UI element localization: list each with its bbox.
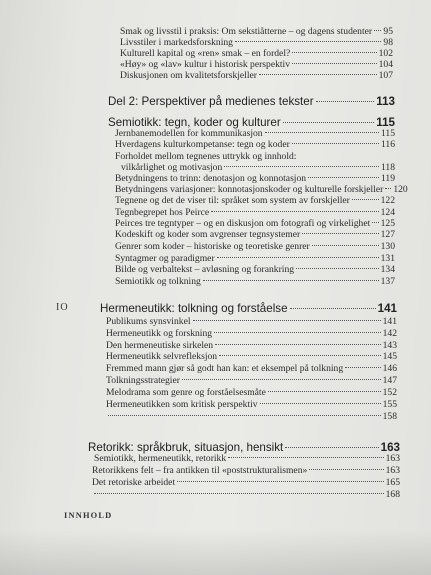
toc-entry-page: 155 (382, 399, 397, 410)
toc-entry-title: Diskusjonen om kvalitetsforskjeller (120, 70, 257, 81)
toc-entry-page: 134 (380, 264, 395, 275)
part-page: 113 (376, 95, 395, 108)
toc-entry-title: Hermeneutikk selvrefleksjon (106, 351, 218, 362)
toc-entry-title: Den hermeneutiske sirkelen (106, 340, 214, 351)
toc-entry (106, 328, 397, 339)
toc-entry (106, 363, 397, 374)
part-title: Del 2: Perspektiver på medienes tekster (108, 95, 314, 108)
toc-entry-title: Kulturell kapital og «ren» smak – en fordel? (120, 48, 291, 59)
toc-entry (92, 489, 400, 500)
toc-entry (115, 229, 395, 240)
chapter-page: 141 (377, 302, 397, 315)
toc-part-heading (108, 95, 395, 108)
toc-entry (115, 207, 395, 218)
toc-entry-page: 131 (380, 253, 395, 264)
toc-entry-title: Genrer som koder – historiske og teoretiske genrer (115, 241, 310, 252)
toc-entry-page: 145 (382, 351, 397, 362)
toc-entry-title: Smak og livsstil i praksis: Om sekstiåtterne – og dagens studenter (120, 26, 373, 37)
toc-entry (115, 276, 395, 287)
toc-entry-page: 115 (380, 128, 395, 139)
toc-entry-page: 125 (380, 218, 395, 229)
toc-entry-page: 122 (380, 195, 395, 206)
toc-entry-title: Det retoriske arbeidet (92, 477, 176, 488)
toc-entry-page: 143 (382, 340, 397, 351)
toc-entry-title: Jernbanemodellen for kommunikasjon (115, 128, 263, 139)
toc-entry (92, 477, 400, 488)
toc-entry-page: 95 (383, 26, 393, 37)
toc-entry-page: 146 (382, 363, 397, 374)
toc-entry-page: 163 (385, 465, 400, 476)
toc-entry-title: Livsstiler i markedsforskning (120, 37, 233, 48)
toc-entry-page: 163 (385, 453, 400, 464)
toc-entry (115, 218, 395, 229)
toc-entry-title: Hverdagens kulturkompetanse: tegn og koder (115, 139, 290, 150)
toc-entry-page: 102 (378, 48, 393, 59)
toc-entry (120, 48, 393, 59)
chapter-title: Hermeneutikk: tolkning og forståelse (100, 302, 288, 315)
toc-entry-page: 107 (378, 70, 393, 81)
toc-entry-page: 158 (382, 411, 397, 422)
toc-entry-page: 168 (385, 489, 400, 500)
toc-entry-page: 141 (382, 316, 397, 327)
toc-entry (115, 241, 395, 252)
toc-entry-title: Peirces tre tegntyper – og en diskusjon om fotografi og virkelighet (115, 218, 371, 229)
chapter-number: IO (56, 302, 69, 313)
toc-entry-title: Bilde og verbaltekst – avløsning og forankring (115, 264, 295, 275)
toc-entry (115, 253, 395, 264)
toc-entry-page: 120 (393, 184, 408, 195)
toc-entry-title: Kodeskift og koder som avgrenser tegnsystemer (115, 229, 301, 240)
toc-entry (106, 387, 397, 398)
toc-entry-title: Syntagmer og paradigmer (115, 253, 215, 264)
chapter-page: 163 (380, 441, 400, 454)
toc-entry-page: 104 (378, 59, 393, 70)
toc-entry-page: 147 (382, 375, 397, 386)
toc-entry-title: Tegnbegrepet hos Peirce (115, 207, 210, 218)
toc-entry (115, 195, 395, 206)
toc-entry (115, 264, 395, 275)
page-footer: INNHOLD (64, 511, 113, 520)
chapter-title: Semiotikk: tegn, koder og kulturer (108, 116, 281, 129)
toc-entry (106, 411, 397, 422)
toc-entry-page: 98 (383, 37, 393, 48)
toc-entry-page: 116 (380, 139, 395, 150)
toc-entry (121, 162, 395, 173)
toc-entry (94, 453, 400, 464)
toc-entry-page: 142 (382, 328, 397, 339)
toc-entry-title: Tegnene og det de viser til: språket som system av forskjeller (115, 195, 350, 206)
toc-entry-page: 165 (385, 477, 400, 488)
toc-entry (115, 139, 395, 150)
toc-entry-title: Hermeneutikk og forskning (106, 328, 213, 339)
page-shadow (0, 529, 431, 575)
toc-entry-title: Semiotikk og tolkning (115, 276, 201, 287)
toc-entry (115, 184, 408, 195)
toc-entry (120, 26, 393, 37)
toc-entry-title: Publikums synsvinkel (106, 316, 191, 327)
toc-entry-page: 152 (382, 387, 397, 398)
toc-entry (115, 173, 395, 184)
toc-entry (92, 465, 400, 476)
toc-entry (106, 375, 397, 386)
toc-entry-page: 118 (380, 162, 395, 173)
toc-entry-title: «Høy» og «lav» kultur i historisk perspektiv (120, 59, 291, 70)
toc-entry (106, 399, 397, 410)
toc-entry-title: Retorikkens felt – fra antikken til «poststrukturalismen» (92, 465, 308, 476)
toc-chapter-heading (100, 302, 397, 315)
toc-entry-page: 124 (380, 207, 395, 218)
toc-entry (120, 37, 393, 48)
toc-entry-page: 119 (380, 173, 395, 184)
toc-entry-page: 127 (380, 229, 395, 240)
toc-entry (106, 351, 397, 362)
toc-entry-title: Hermeneutikken som kritisk perspektiv (106, 399, 258, 410)
toc-entry (115, 128, 395, 139)
toc-entry-page: 137 (380, 276, 395, 287)
toc-entry (120, 59, 393, 70)
toc-entry-title: Betydningens to trinn: denotasjon og konnotasjon (115, 173, 307, 184)
toc-entry-title: Semiotikk, hermeneutikk, retorikk (94, 453, 227, 464)
toc-entry-title-cont: vilkårlighet og motivasjon (121, 162, 223, 173)
toc-entry-title: Tolkningsstrategier (106, 375, 180, 386)
toc-entry (106, 316, 397, 327)
chapter-page: 115 (376, 116, 395, 129)
toc-entry-page: 130 (380, 241, 395, 252)
toc-entry-title: Betydningens variasjoner: konnotasjonskoder og kulturelle forskjeller (115, 184, 384, 195)
chapter-title: Retorikk: språkbruk, situasjon, hensikt (88, 441, 284, 454)
toc-entry (120, 70, 393, 81)
toc-entry-title: Forholdet mellom tegnenes uttrykk og innhold: (115, 151, 297, 162)
toc-entry-title: Fremmed mann gjør så godt han kan: et eksempel på tolkning (106, 363, 344, 374)
toc-entry (106, 340, 397, 351)
toc-entry-title: Melodrama som genre og forståelsesmåte (106, 387, 266, 398)
